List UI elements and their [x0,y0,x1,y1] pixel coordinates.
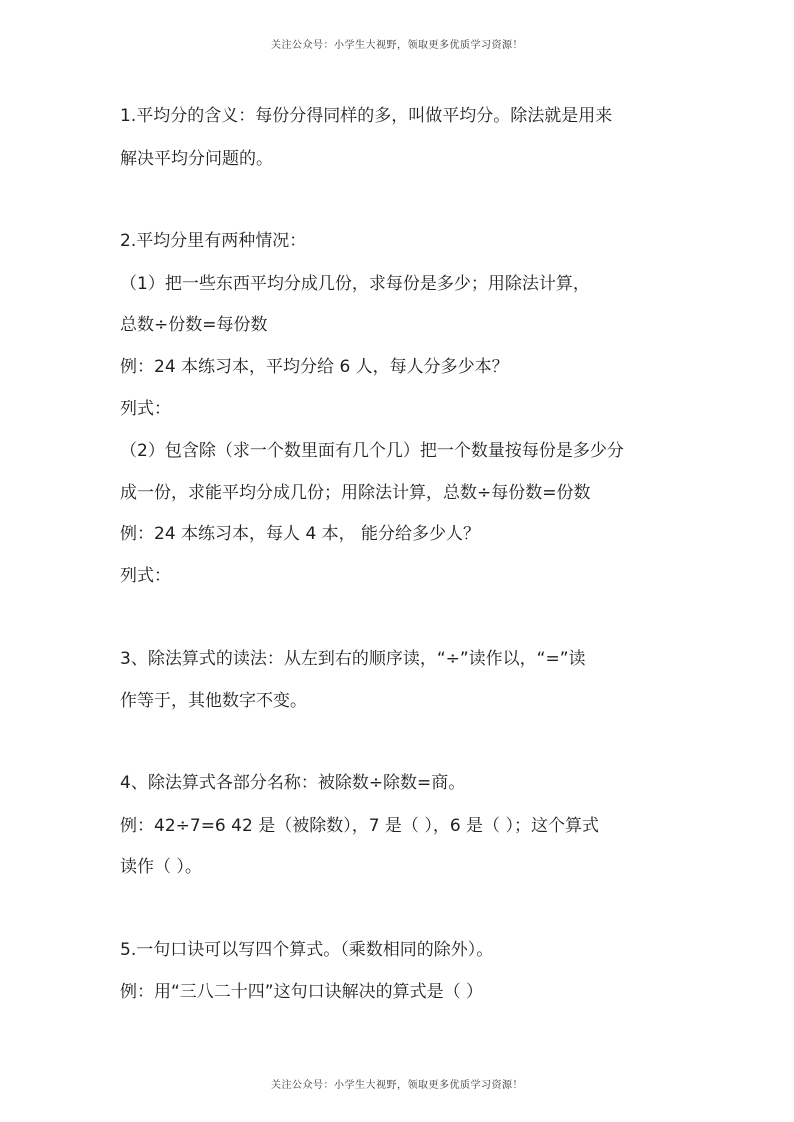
section-2-case-1-formula: 列式： [120,399,171,419]
section-1-line-1: 1.平均分的含义：每份分得同样的多，叫做平均分。除法就是用来 [120,106,613,126]
section-4-title: 4、除法算式各部分名称：被除数÷除数=商。 [120,773,466,793]
section-2-case-1-example: 例：24 本练习本，平均分给 6 人，每人分多少本？ [120,357,509,377]
section-4-example-line-2: 读作（ ）。 [120,857,202,877]
page-header: 关注公众号：小学生大视野，领取更多优质学习资源！ [271,40,523,51]
section-2-case-2-example: 例：24 本练习本，每人 4 本， 能分给多少人？ [120,524,481,544]
section-5-title: 5.一句口诀可以写四个算式。（乘数相同的除外）。 [120,940,494,960]
section-1-line-2: 解决平均分问题的。 [120,149,273,169]
section-2-case-2-line-1: （2）包含除（求一个数里面有几个几）把一个数量按每份是多少分 [120,441,624,461]
section-2-case-2-line-2: 成一份，求能平均分成几份；用除法计算，总数÷每份数=份数 [120,483,591,503]
section-3-line-2: 作等于，其他数字不变。 [120,691,307,711]
section-3-line-1: 3、除法算式的读法：从左到右的顺序读，“÷”读作以，“=”读 [120,649,586,669]
section-2-case-1-line-1: （1）把一些东西平均分成几份，求每份是多少；用除法计算， [120,274,590,294]
page-footer: 关注公众号：小学生大视野，领取更多优质学习资源！ [271,1080,523,1091]
section-4-example-line-1: 例：42÷7=6 42 是（被除数），7 是（ ），6 是（ ）；这个算式 [120,816,599,836]
section-2-title: 2.平均分里有两种情况： [120,231,307,251]
section-2-case-1-line-2: 总数÷份数=每份数 [120,315,268,335]
section-5-example: 例：用“三八二十四”这句口诀解决的算式是（ ） [120,982,484,1002]
section-2-case-2-formula: 列式： [120,566,171,586]
